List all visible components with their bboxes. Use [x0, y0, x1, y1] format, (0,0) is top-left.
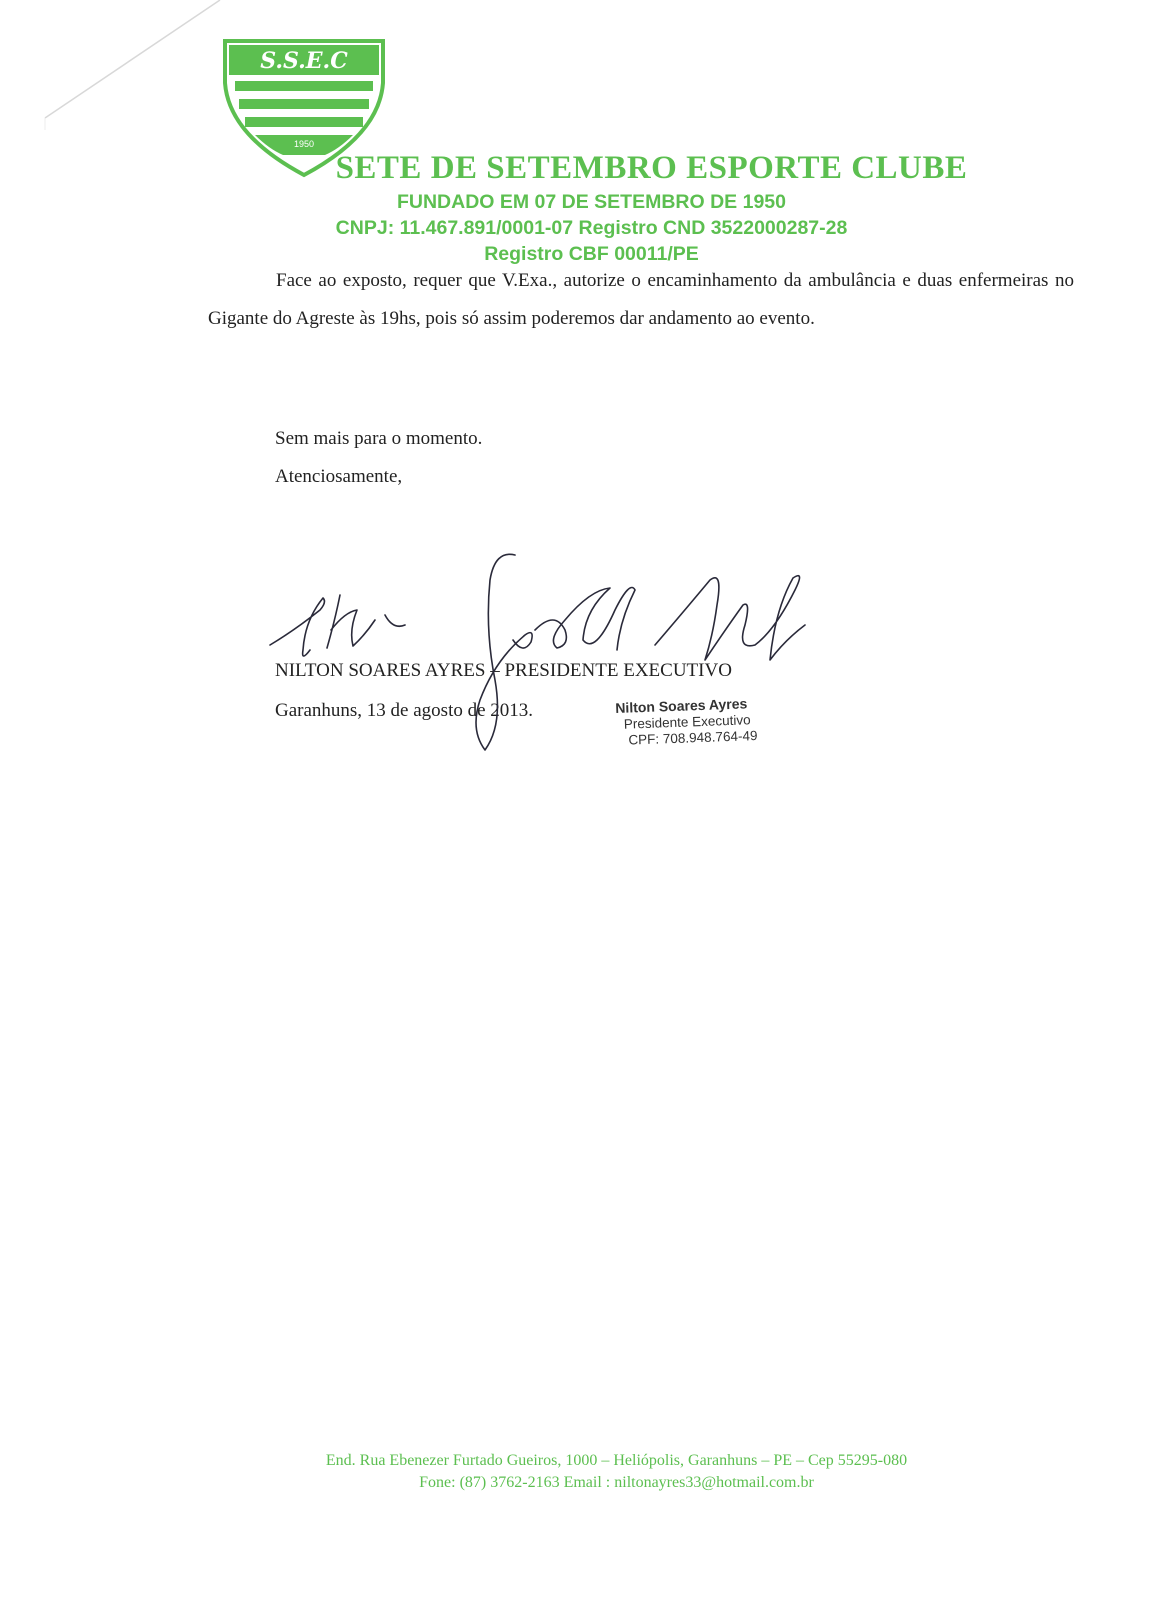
founded-line: FUNDADO EM 07 DE SETEMBRO DE 1950	[396, 191, 786, 213]
stamp-role: Presidente Executivo	[623, 712, 751, 732]
cbf-registry-line: Registro CBF 00011/PE	[484, 243, 699, 265]
handwritten-signature	[265, 550, 825, 760]
place-and-date: Garanhuns, 13 de agosto de 2013.	[275, 700, 534, 721]
regards-line: Atenciosamente,	[275, 466, 403, 487]
folded-corner	[0, 0, 240, 130]
logo-initials: S.S.E.C	[260, 48, 348, 74]
stamp-name: Nilton Soares Ayres	[615, 695, 748, 716]
signer-name-title: NILTON SOARES AYRES – PRESIDENTE EXECUTIVO	[275, 660, 732, 681]
stamp-cpf: CPF: 708.948.764-49	[628, 728, 758, 748]
footer-address: End. Rua Ebenezer Furtado Gueiros, 1000 – Heliópolis, Garanhuns – PE – Cep 55295-080	[325, 1452, 908, 1469]
request-paragraph: Face ao exposto, requer que V.Exa., autorize o encaminhamento da ambulância e duas enfermeiras no Gigante do Agreste às 19hs, pois só assim poderemos dar andamento ao evento.	[208, 270, 1074, 329]
closing-line: Sem mais para o momento.	[275, 428, 483, 449]
registry-line: CNPJ: 11.467.891/0001-07 Registro CND 3522000287-28	[335, 217, 848, 239]
logo-year: 1950	[293, 139, 315, 149]
footer-contact: Fone: (87) 3762-2163 Email : niltonayres33@hotmail.com.br	[419, 1474, 814, 1491]
club-name: SETE DE SETEMBRO ESPORTE CLUBE	[335, 150, 968, 186]
